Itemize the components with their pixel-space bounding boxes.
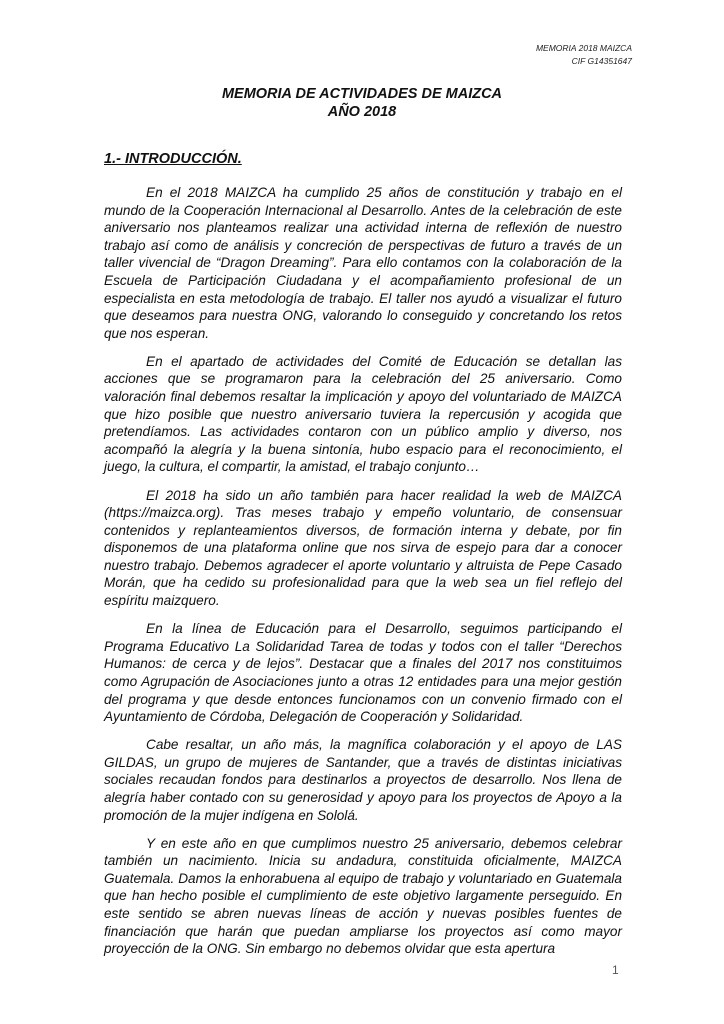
paragraph-maizca-guatemala: Y en este año en que cumplimos nuestro 25 aniversario, debemos celebrar también un nacimiento. Inicia su andadura, constituida oficialmente, MAIZCA Guatemala. Damos la enhorabuena al equipo de trabajo y voluntariado en Guatemala que han hecho posible el cumplimiento de este objetivo largamente perseguido. En este sentido se abren nuevas líneas de acción y nuevas posibles fuentes de financiación que harán que puedan ampliarse los proyectos así como mayor proyección de la ONG. Sin embargo no debemos olvidar que esta apertura [104,835,622,957]
paragraph-comite-educacion: En el apartado de actividades del Comité de Educación se detallan las acciones que se programaron para la celebración del 25 aniversario. Como valoración final debemos resaltar la implicación y apoyo del voluntariado de MAIZCA que hizo posible que nuestro aniversario tuviera la repercusión y acogida que pretendíamos. Las actividades contaron con un público amplio y diverso, nos acompañó la alegría y la buena sintonía, hubo espacio para el reconocimiento, el juego, la cultura, el compartir, la amistad, el trabajo conjunto… [104,353,622,475]
page-number: 1 [612,963,619,977]
title-line-1: MEMORIA DE ACTIVIDADES DE MAIZCA [221,86,503,102]
title-line-2: AÑO 2018 [327,104,397,120]
paragraph-las-gildas: Cabe resaltar, un año más, la magnífica colaboración y el apoyo de LAS GILDAS, un grupo de mujeres de Santander, que a través de distintas iniciativas sociales recaudan fondos para destinarlos a proyectos de desarrollo. Nos llena de alegría haber contado con su generosidad y apoyo para los proyectos de Apoyo a la promoción de la mujer indígena en Sololá. [104,737,622,823]
document-title [0,85,724,121]
paragraph-educacion-desarrollo: En la línea de Educación para el Desarrollo, seguimos participando el Programa Educativo La Solidaridad Tarea de todas y todos con el taller “Derechos Humanos: de cerca y de lejos”. Destacar que a finales del 2017 nos constituimos como Agrupación de Asociaciones junto a otras 12 entidades para una mejor gestión del programa y que desde entonces funcionamos con un convenio firmado con el Ayuntamiento de Córdoba, Delegación de Cooperación y Solidaridad. [104,621,622,725]
section-heading-introduccion: 1.- INTRODUCCIÓN. [104,151,242,167]
body-text [104,184,622,968]
paragraph-web: El 2018 ha sido un año también para hacer realidad la web de MAIZCA (https://maizca.org). Tras meses trabajo y empeño voluntario, de consensuar contenidos y replanteamientos diversos, de formación interna y debate, por fin disponemos de una plataforma online que nos sirva de espejo para dar a conocer nuestro trabajo. Debemos agradecer el aporte voluntario y altruista de Pepe Casado Morán, que ha cedido su profesionalidad para que la web sea un fiel reflejo del espíritu maizquero. [104,487,622,609]
header-cif-line: CIF G14351647 [571,56,632,66]
document-header [536,42,632,68]
paragraph-aniversario: En el 2018 MAIZCA ha cumplido 25 años de constitución y trabajo en el mundo de la Cooperación Internacional al Desarrollo. Antes de la celebración de este aniversario nos planteamos realizar una actividad interna de reflexión de nuestro trabajo así como de análisis y concreción de perspectivas de futuro a través de un taller vivencial de “Dragon Dreaming”. Para ello contamos con la colaboración de la Escuela de Participación Ciudadana y el acompañamiento profesional de un especialista en esta metodología de trabajo. El taller nos ayudó a visualizar el futuro que deseamos para nuestra ONG, valorando lo conseguido y concretando los retos que nos esperan. [104,185,622,341]
header-memoria-line: MEMORIA 2018 MAIZCA [535,43,632,53]
